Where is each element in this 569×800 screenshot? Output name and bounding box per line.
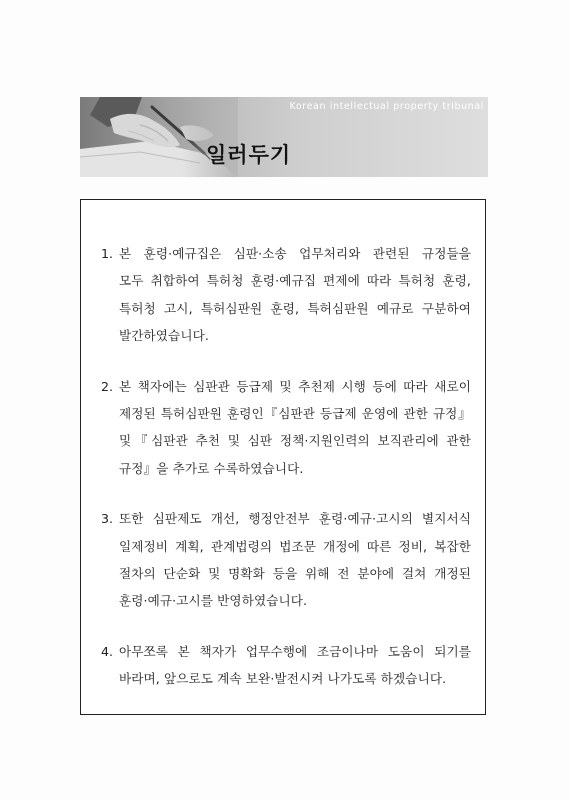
note-line: 제정된 특허심판원 훈령인『심판관 등급제 운영에 관한 규정』 <box>119 406 471 422</box>
note-item <box>101 373 471 483</box>
page-title: 일러두기 <box>206 143 292 167</box>
note-line: 규정』을 추가로 수록하였습니다. <box>119 460 304 476</box>
note-line: 절차의 단순화 및 명확화 등을 위해 전 분야에 걸쳐 개정된 <box>119 566 471 582</box>
note-number: 2. <box>101 378 114 394</box>
note-line: 일제정비 계획, 관계법령의 법조문 개정에 따른 정비, 복잡한 <box>119 538 471 554</box>
note-item <box>101 638 471 693</box>
note-line: 아무쪼록 본 책자가 업무수행에 조금이나마 도움이 되기를 <box>119 643 471 659</box>
note-line: 훈령·예규·고시를 반영하였습니다. <box>119 593 308 609</box>
notes-list <box>101 240 471 716</box>
note-line: 바라며, 앞으로도 계속 보완·발전시켜 나가도록 하겠습니다. <box>119 671 447 687</box>
note-item <box>101 505 471 615</box>
note-number: 3. <box>101 511 114 527</box>
note-line: 본 훈령·예규집은 심판·소송 업무처리와 관련된 규정들을 <box>119 246 471 261</box>
note-line: 특허청 고시, 특허심판원 훈령, 특허심판원 예규로 구분하여 <box>119 300 471 316</box>
note-line: 본 책자에는 심판관 등급제 및 추천제 시행 등에 따라 새로이 <box>119 378 471 394</box>
header-banner <box>80 97 488 177</box>
note-item <box>101 240 471 350</box>
note-line: 및『심판관 추천 및 심판 정책·지원인력의 보직관리에 관한 <box>119 433 471 449</box>
note-number: 4. <box>101 643 114 659</box>
header-subtitle: Korean intellectual property tribunal <box>289 101 484 112</box>
note-number: 1. <box>101 246 114 261</box>
note-line: 또한 심판제도 개선, 행정안전부 훈령·예규·고시의 별지서식 <box>119 511 471 527</box>
note-line: 발간하였습니다. <box>119 328 209 344</box>
note-line: 모두 취합하여 특허청 훈령·예규집 편제에 따라 특허청 훈령, <box>119 273 471 289</box>
